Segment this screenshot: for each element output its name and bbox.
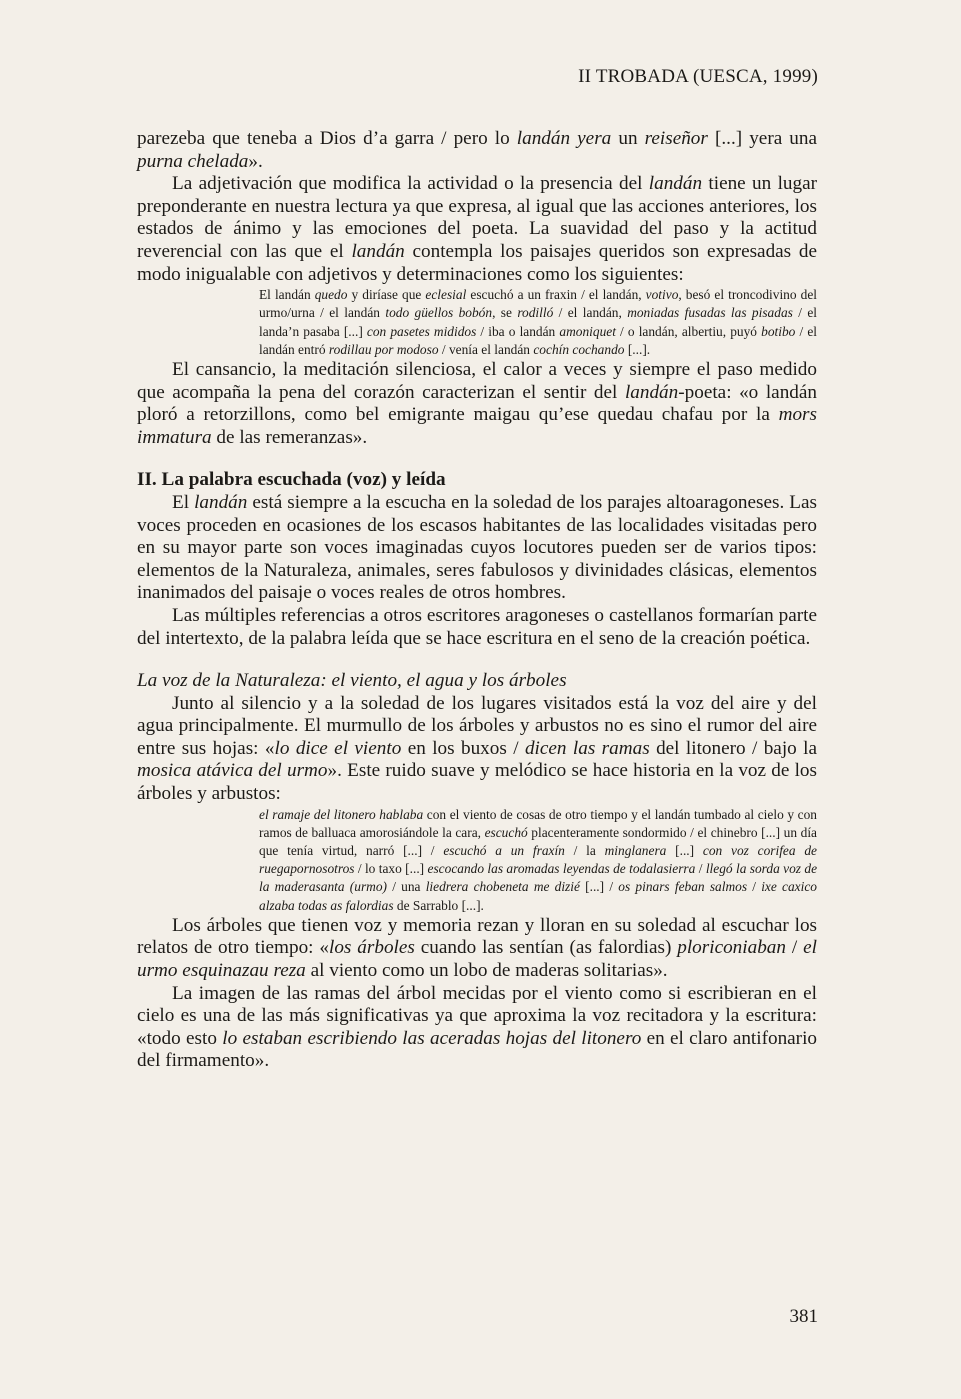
paragraph-3: El cansancio, la meditación silenciosa, el calor a veces y siempre el paso medido que acompaña la pena del corazón caracterizan el sentir del landán-poeta: «o landán ploró a retorzillons, como bel emigrante maigau qu’ese quedau chafau por la mors immatura de las remeranzas». [137,358,817,448]
paragraph-7: Los árboles que tienen voz y memoria rezan y lloran en su soledad al escuchar los relatos de otro tiempo: «los árboles cuando las sentían (as falordias) ploriconiaban / el urmo esquinazau reza al viento como un lobo de maderas solitarias». [137,914,817,982]
paragraph-1: parezeba que teneba a Dios d’a garra / pero lo landán yera un reiseñor [...] yera una purna chelada». [137,128,818,172]
section-heading: II. La palabra escuchada (voz) y leída [137,469,446,491]
paragraph-5: Las múltiples referencias a otros escritores aragoneses o castellanos formarían parte del intertexto, de la palabra leída que se hace escritura en el seno de la creación poética. [137,604,817,649]
body-text [137,128,817,1073]
paragraph-8: La imagen de las ramas del árbol mecidas por el viento como si escribieran en el cielo es una de las más significativas ya que aproxima la voz recitadora y la escritura: «todo esto lo estaban escribiendo las aceradas hojas del litonero en el claro antifonario del firmamento». [137,982,817,1072]
page-number: 381 [789,1306,818,1327]
subsection-heading: La voz de la Naturaleza: el viento, el agua y los árboles [137,670,567,692]
paragraph-6: Junto al silencio y a la soledad de los lugares visitados está la voz del aire y del agua principalmente. El murmullo de los árboles y arbustos no es sino el rumor del aire entre sus hojas: «lo dice el viento en los buxos / dicen las ramas del litonero / bajo la mosica atávica del urmo». Este ruido suave y melódico se hace historia en la voz de los árboles y arbustos: [137,692,817,805]
paragraph-2: La adjetivación que modifica la actividad o la presencia del landán tiene un lugar preponderante en nuestra lectura ya que expresa, al igual que las acciones anteriores, los estados de ánimo y las emociones del poeta. La suavidad del paso y la actitud reverencial con las que el landán contempla los paisajes queridos son expresadas de modo inigualable con adjetivos y determinaciones como los siguientes: [137,173,818,285]
paragraph-4: El landán está siempre a la escucha en la soledad de los parajes altoaragoneses. Las voces proceden en ocasiones de los escasos habitantes de las localidades visitadas pero en su mayor parte son voces imaginadas cuyos locutores pueden ser de varios tipos: elementos de la Naturaleza, animales, seres fabulosos y divinidades clásicas, elementos inanimados del paisaje o voces reales de otros hombres. [137,491,817,604]
block-quote-2: el ramaje del litonero hablaba con el viento de cosas de otro tiempo y el landán tumbado al cielo y con ramos de balluaca amorosiándole la cara, escuchó placenteramente sondormido / el chinebro [...] un día que tenía virtud, narró [...] / escuchó a un fraxín / la minglanera [...] con voz corifea de ruegapornosotros / lo taxo [...] escocando las aromadas leyendas de todalasierra / llegó la sorda voz de la maderasanta (urmo) / una liedrera chobeneta me dizié [...] / os pinars feban salmos / ixe caxico alzaba todas as falordias de Sarrablo [...]. [259,806,818,913]
block-quote-1: El landán quedo y diríase que eclesial escuchó a un fraxin / el landán, votivo, besó el troncodivino del urmo/urna / el landán todo güellos bobón, se rodilló / el landán, moniadas fusadas las pisadas / el landa’n pasaba [...] con pasetes mididos / iba o landán amoniquet / o landán, albertiu, puyó botibo / el landán entró rodillau por modoso / venía el landán cochín cochando [...]. [259,287,817,357]
running-head: II TROBADA (UESCA, 1999) [578,66,818,87]
